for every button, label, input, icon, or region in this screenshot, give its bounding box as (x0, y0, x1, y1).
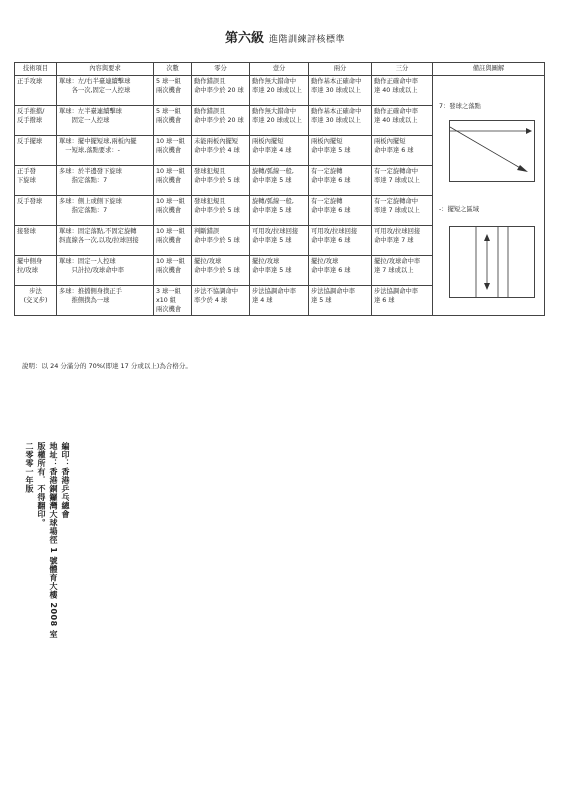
score1-cell: 旋轉/弧線一般, 命中率達 5 球 (250, 196, 309, 226)
score1-cell: 動作無大錯命中 率達 20 球或以上 (250, 106, 309, 136)
col-header: 零分 (192, 63, 250, 76)
count-cell: 5 球一組 兩次機會 (154, 76, 192, 106)
content-cell: 多球：推擋側身撲正手 推側撲為一球 (57, 286, 154, 316)
score2-cell: 動作基本正確命中 率達 30 球或以上 (309, 76, 372, 106)
publisher-line: 編印：香港乒乓總會 (61, 442, 70, 519)
footnote: 說明：以 24 分滿分的 70%(即達 17 分或以上)為合格分。 (22, 362, 192, 370)
content-cell: 單球：固定一人控球 只計拉/攻球命中率 (57, 256, 154, 286)
col-header: 壹分 (250, 63, 309, 76)
item-cell: 反手推擋/ 反手撥球 (15, 106, 57, 136)
arrow-down-icon (484, 283, 490, 290)
item-cell: 擺中側身 拉/攻球 (15, 256, 57, 286)
col-header: 兩分 (309, 63, 372, 76)
score3-cell: 有一定旋轉命中 率達 7 球或以上 (372, 166, 433, 196)
header-row (15, 63, 545, 76)
score1-cell: 旋轉/弧線一般, 命中率達 5 球 (250, 166, 309, 196)
score1-cell: 動作無大錯命中 率達 20 球或以上 (250, 76, 309, 106)
content-cell: 多球：側上或側下旋球 指定落點：7 (57, 196, 154, 226)
count-cell: 10 球一組 兩次機會 (154, 166, 192, 196)
content-cell: 單球：固定落點,不固定旋轉 斜直線各一次,以攻/拉球回接 (57, 226, 154, 256)
level-title: 第六級 (224, 31, 264, 46)
notes-cell (433, 76, 545, 316)
page-title (0, 27, 570, 46)
score2-cell: 有一定旋轉 命中率達 6 球 (309, 196, 372, 226)
score2-cell: 擺拉/攻球 命中率達 6 球 (309, 256, 372, 286)
assessment-table (14, 62, 545, 316)
item-cell: 反手發球 (15, 196, 57, 226)
score1-cell: 兩板內擺短 命中率達 4 球 (250, 136, 309, 166)
score0-cell: 發球犯規且 命中率少於 5 球 (192, 166, 250, 196)
score3-cell: 動作正確命中率 達 40 球或以上 (372, 106, 433, 136)
score3-cell: 可用攻/拉球回接 命中率達 7 球 (372, 226, 433, 256)
score2-cell: 有一定旋轉 命中率達 6 球 (309, 166, 372, 196)
score3-cell: 擺拉/攻球命中率 達 7 球或以上 (372, 256, 433, 286)
publisher-line: 版權所有．不得翻印。 (37, 442, 46, 527)
table-row (15, 76, 545, 106)
arrow-head-icon (526, 128, 532, 134)
score1-cell: 步法協調命中率 達 4 球 (250, 286, 309, 316)
col-header: 內容與要求 (57, 63, 154, 76)
score1-cell: 可用攻/拉球回接 命中率達 5 球 (250, 226, 309, 256)
content-cell: 多球：於半邊發下旋球 指定落點：7 (57, 166, 154, 196)
count-cell: 3 球一組 x10 組 兩次機會 (154, 286, 192, 316)
arrow-up-icon (484, 234, 490, 241)
col-header: 技術項目 (15, 63, 57, 76)
serve-line-2 (450, 127, 522, 169)
score2-cell: 步法協調命中率 達 5 球 (309, 286, 372, 316)
publisher-line: 二零零一年版 (25, 442, 34, 493)
score3-cell: 有一定旋轉命中 率達 7 球或以上 (372, 196, 433, 226)
serve-point-label: 7：發球之落點 (439, 103, 481, 110)
score2-cell: 可用攻/拉球回接 命中率達 6 球 (309, 226, 372, 256)
title-text: 進階訓練評核標準 (269, 35, 346, 45)
col-header: 備註與圖解 (433, 63, 545, 76)
score2-cell: 兩板內擺短 命中率達 5 球 (309, 136, 372, 166)
count-cell: 10 球一組 兩次機會 (154, 226, 192, 256)
score2-cell: 動作基本正確命中 率達 30 球或以上 (309, 106, 372, 136)
content-cell: 單球：左半臺連續擊球 固定一人控球 (57, 106, 154, 136)
content-cell: 單球：擺中擺短球,兩板內擺 一短球,落點要求：- (57, 136, 154, 166)
content-cell: 單球：左/右半臺連續擊球 各一次,固定一人控球 (57, 76, 154, 106)
score0-cell: 發球犯規且 命中率少於 5 球 (192, 196, 250, 226)
item-cell: 步法 (交叉步) (15, 286, 57, 316)
score0-cell: 步法不協調命中 率少於 4 球 (192, 286, 250, 316)
col-header: 次數 (154, 63, 192, 76)
count-cell: 10 球一組 兩次機會 (154, 256, 192, 286)
count-cell: 10 球一組 兩次機會 (154, 136, 192, 166)
item-cell: 反手擺球 (15, 136, 57, 166)
item-cell: 正手發 下旋球 (15, 166, 57, 196)
short-zone-label: -：擺短之區域 (439, 206, 480, 213)
arrow-head-icon (517, 165, 528, 172)
score0-cell: 擺拉/攻球 命中率少於 5 球 (192, 256, 250, 286)
score0-cell: 動作錯誤且 命中率少於 20 球 (192, 106, 250, 136)
item-cell: 接發球 (15, 226, 57, 256)
col-header: 三分 (372, 63, 433, 76)
serve-diagram (449, 120, 535, 182)
score3-cell: 步法協調命中率 達 6 球 (372, 286, 433, 316)
short-zone-diagram (449, 226, 535, 298)
score3-cell: 兩板內擺短 命中率達 6 球 (372, 136, 433, 166)
item-cell: 正手攻球 (15, 76, 57, 106)
count-cell: 10 球一組 兩次機會 (154, 196, 192, 226)
score3-cell: 動作正確命中率 達 40 球或以上 (372, 76, 433, 106)
count-cell: 5 球一組 兩次機會 (154, 106, 192, 136)
score1-cell: 擺拉/攻球 命中率達 5 球 (250, 256, 309, 286)
publisher-line: 地址：香港銅鑼灣大球場徑 1 號體育大樓 2008 室 (49, 442, 58, 639)
score0-cell: 未能兩板內擺短 命中率少於 4 球 (192, 136, 250, 166)
score0-cell: 動作錯誤且 命中率少於 20 球 (192, 76, 250, 106)
score0-cell: 判斷錯誤 命中率少於 5 球 (192, 226, 250, 256)
